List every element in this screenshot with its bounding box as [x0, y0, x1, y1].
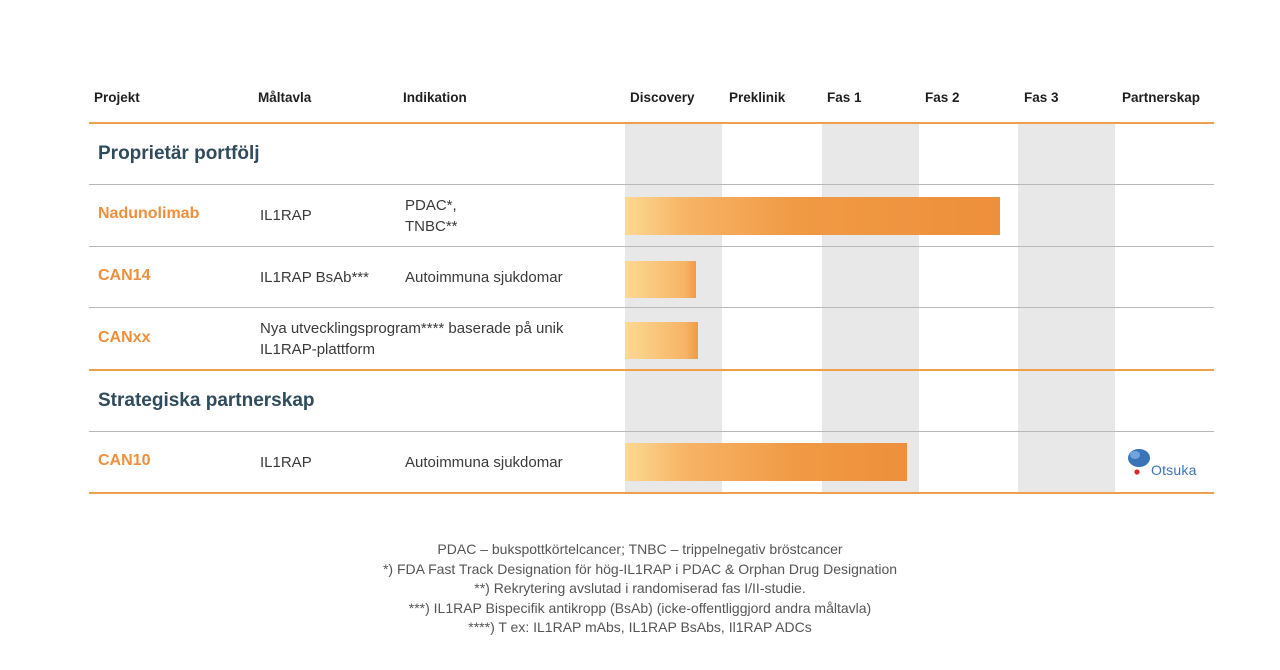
indication-can10: Autoimmuna sjukdomar — [405, 454, 563, 471]
footnote: PDAC – bukspottkörtelcancer; TNBC – trippelnegativ bröstcancer — [437, 541, 843, 557]
fas3-column-shade — [1018, 124, 1115, 493]
project-name-can10: CAN10 — [98, 452, 151, 469]
target-nadunolimab: IL1RAP — [260, 207, 312, 224]
indication-nadunolimab — [405, 195, 458, 237]
project-name-can14: CAN14 — [98, 267, 151, 284]
fas1-column-shade — [822, 124, 919, 493]
progress-bar-canxx — [625, 322, 698, 359]
progress-bar-can10 — [625, 443, 907, 481]
section-proprietary-heading: Proprietär portfölj — [98, 143, 260, 164]
project-name-canxx: CANxx — [98, 329, 151, 346]
row-divider — [89, 307, 1214, 308]
header-projekt: Projekt — [94, 90, 140, 105]
footnote: ****) T ex: IL1RAP mAbs, IL1RAP BsAbs, Il1RAP ADCs — [468, 619, 812, 635]
target-can10: IL1RAP — [260, 454, 312, 471]
progress-bar-nadunolimab — [625, 197, 1000, 235]
progress-bar-can14 — [625, 261, 696, 298]
discovery-column-shade — [625, 124, 722, 493]
target-can14: IL1RAP BsAb*** — [260, 269, 369, 286]
section-strategic-heading: Strategiska partnerskap — [98, 390, 315, 411]
indication-line: PDAC*, — [405, 197, 457, 214]
indication-line: TNBC** — [405, 218, 458, 235]
header-partnerskap: Partnerskap — [1122, 90, 1201, 105]
footnote: ***) IL1RAP Bispecifik antikropp (BsAb) (icke-offentliggjord andra måltavla) — [408, 599, 872, 616]
footnote: **) Rekrytering avslutad i randomiserad fas I/II-studie. — [474, 580, 806, 596]
table-bottom-divider — [89, 492, 1214, 494]
header-preklinik: Preklinik — [729, 90, 786, 105]
target-line: Nya utvecklingsprogram**** baserade på unik — [260, 320, 564, 337]
footnote: *) FDA Fast Track Designation för hög-IL1RAP i PDAC & Orphan Drug Designation — [382, 560, 898, 577]
header-indikation: Indikation — [403, 90, 467, 105]
header-fas3: Fas 3 — [1024, 90, 1059, 105]
row-divider — [89, 246, 1214, 247]
indication-can14: Autoimmuna sjukdomar — [405, 269, 563, 286]
header-fas1: Fas 1 — [827, 90, 862, 105]
target-line: IL1RAP-plattform — [260, 341, 376, 358]
partner-name: Otsuka — [1151, 462, 1197, 478]
header-divider — [89, 122, 1214, 124]
section-divider — [89, 369, 1214, 371]
otsuka-logo-mark-icon — [1126, 447, 1152, 477]
header-fas2: Fas 2 — [925, 90, 960, 105]
row-divider — [89, 184, 1214, 185]
row-divider — [89, 431, 1214, 432]
otsuka-logo — [1126, 447, 1216, 479]
project-name-nadunolimab: Nadunolimab — [98, 205, 200, 222]
footnotes — [0, 540, 1280, 638]
target-canxx — [260, 318, 564, 360]
header-discovery: Discovery — [630, 90, 695, 105]
header-maltavla: Måltavla — [258, 90, 312, 105]
